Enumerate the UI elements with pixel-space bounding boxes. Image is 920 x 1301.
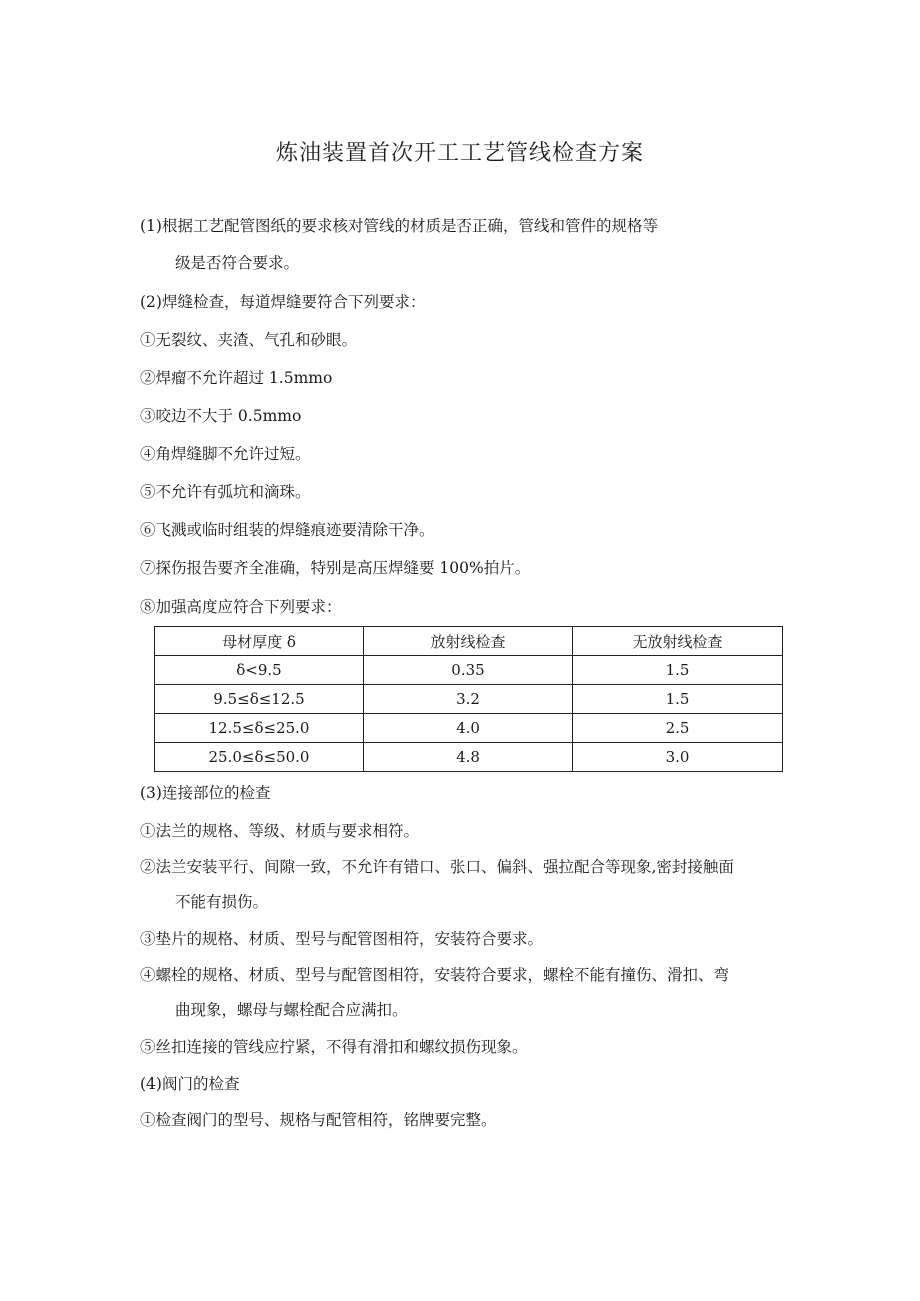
table-cell: 4.8 bbox=[364, 743, 573, 772]
item-3-5: ⑤丝扣连接的管线应拧紧，不得有滑扣和螺纹损伤现象。 bbox=[140, 1038, 528, 1056]
item-2-6: ⑥飞溅或临时组装的焊缝痕迹要清除干净。 bbox=[140, 521, 435, 539]
header-radiographic: 放射线检查 bbox=[364, 627, 573, 656]
table-row bbox=[155, 685, 783, 714]
item-1-line-1: (1)根据工艺配管图纸的要求核对管线的材质是否正确，管线和管件的规格等 bbox=[140, 217, 658, 235]
item-2-5: ⑤不允许有弧坑和滴珠。 bbox=[140, 483, 311, 501]
table-header-row bbox=[155, 627, 783, 656]
reinforcement-height-table bbox=[154, 626, 782, 772]
table-cell: 3.2 bbox=[364, 685, 573, 714]
item-3-4-line-2: 曲现象，螺母与螺栓配合应满扣。 bbox=[175, 1001, 408, 1019]
item-4-1: ①检查阀门的型号、规格与配管相符，铭牌要完整。 bbox=[140, 1111, 497, 1129]
table-cell: 25.0≤δ≤50.0 bbox=[155, 743, 364, 772]
table-cell: 12.5≤δ≤25.0 bbox=[155, 714, 364, 743]
item-2-heading: (2)焊缝检查，每道焊缝要符合下列要求： bbox=[140, 293, 426, 311]
item-3-4-line-1: ④螺栓的规格、材质、型号与配管图相符，安装符合要求，螺栓不能有撞伤、滑扣、弯 bbox=[140, 966, 730, 984]
item-4-heading: (4)阀门的检查 bbox=[140, 1075, 240, 1093]
table-cell: 0.35 bbox=[364, 656, 573, 685]
page-title: 炼油装置首次开工工艺管线检查方案 bbox=[275, 141, 644, 166]
header-non-radiographic: 无放射线检查 bbox=[573, 627, 783, 656]
item-2-7: ⑦探伤报告要齐全准确，特别是高压焊缝要 100%拍片。 bbox=[140, 559, 531, 577]
table-cell: 4.0 bbox=[364, 714, 573, 743]
header-base-thickness: 母材厚度 δ bbox=[155, 627, 364, 656]
table-row bbox=[155, 656, 783, 685]
table bbox=[154, 626, 783, 772]
item-1-line-2: 级是否符合要求。 bbox=[175, 254, 300, 272]
item-3-3: ③垫片的规格、材质、型号与配管图相符，安装符合要求。 bbox=[140, 930, 544, 948]
table-cell: 1.5 bbox=[573, 685, 783, 714]
item-2-2: ②焊瘤不允许超过 1.5mmo bbox=[140, 369, 333, 387]
item-3-2-line-1: ②法兰安装平行、间隙一致，不允许有错口、张口、偏斜、强拉配合等现象,密封接触面 bbox=[140, 858, 734, 876]
table-row bbox=[155, 714, 783, 743]
table-cell: 2.5 bbox=[573, 714, 783, 743]
item-2-3: ③咬边不大于 0.5mmo bbox=[140, 407, 302, 425]
item-2-1: ①无裂纹、夹渣、气孔和砂眼。 bbox=[140, 331, 358, 349]
item-3-2-line-2: 不能有损伤。 bbox=[175, 893, 269, 911]
table-cell: 3.0 bbox=[573, 743, 783, 772]
item-2-8: ⑧加强高度应符合下列要求： bbox=[140, 598, 342, 616]
item-3-1: ①法兰的规格、等级、材质与要求相符。 bbox=[140, 822, 420, 840]
table-cell: 9.5≤δ≤12.5 bbox=[155, 685, 364, 714]
table-cell: 1.5 bbox=[573, 656, 783, 685]
item-3-heading: (3)连接部位的检查 bbox=[140, 784, 271, 802]
item-2-4: ④角焊缝脚不允许过短。 bbox=[140, 445, 311, 463]
table-cell: δ<9.5 bbox=[155, 656, 364, 685]
table-row bbox=[155, 743, 783, 772]
